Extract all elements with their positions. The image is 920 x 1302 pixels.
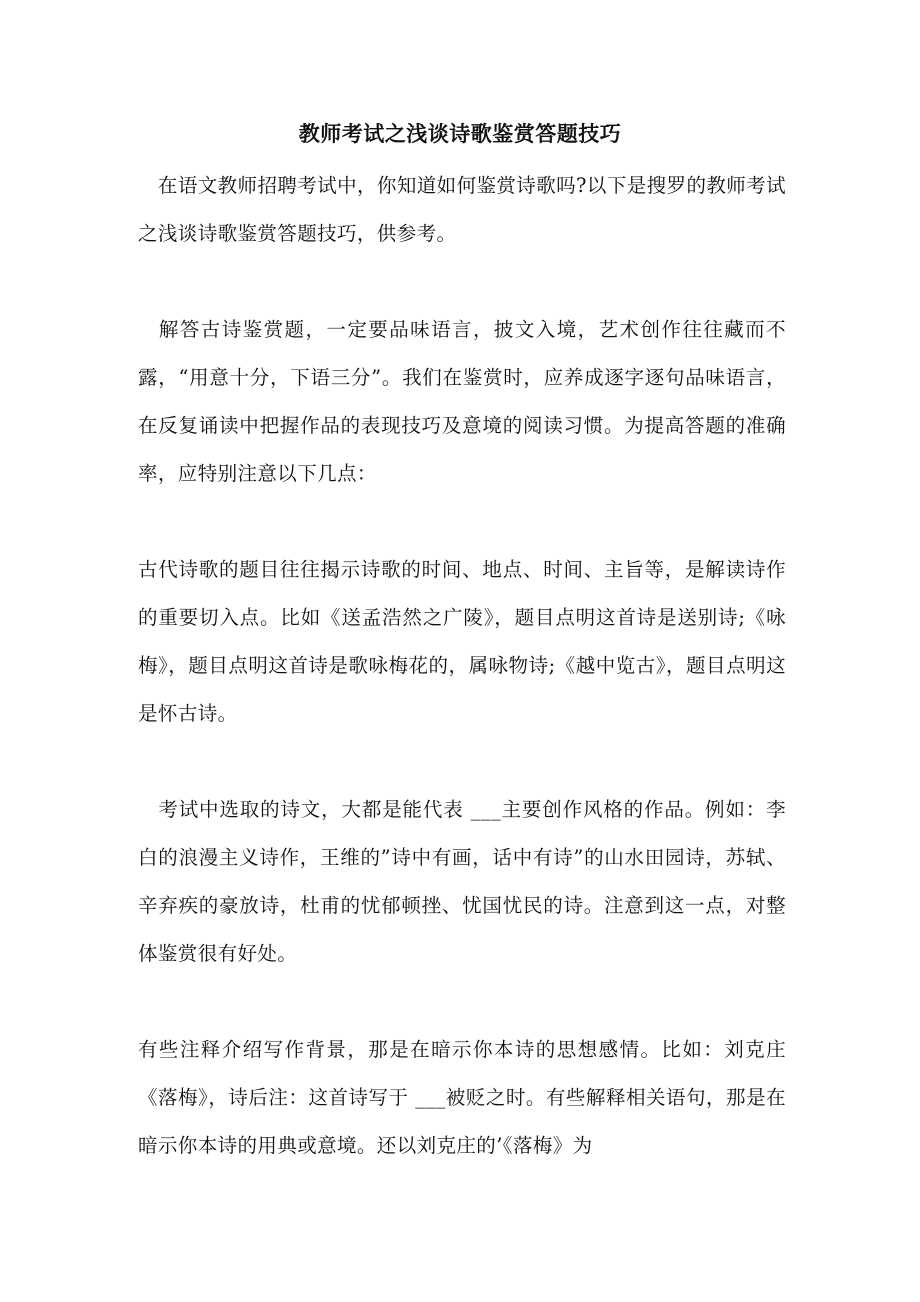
paragraph-notes: 有些注释介绍写作背景，那是在暗示你本诗的思想感情。比如：刘克庄《落梅》，诗后注：这首诗写于 ___被贬之时。有些解释相关语句，那是在暗示你本诗的用典或意境。还以刘克庄的’《落梅》为 — [138, 1038, 786, 1157]
paragraph-intro: 在语文教师招聘考试中，你知道如何鉴赏诗歌吗?以下是搜罗的教师考试之浅谈诗歌鉴赏答题技巧，供参考。 — [138, 174, 786, 245]
document-title: 教师考试之浅谈诗歌鉴赏答题技巧 — [298, 121, 622, 146]
paragraph-style: 考试中选取的诗文，大都是能代表 ___主要创作风格的作品。例如：李白的浪漫主义诗作，王维的”诗中有画，话中有诗”的山水田园诗，苏轼、辛弃疾的豪放诗，杜甫的忧郁顿挫、忧国忧民的诗。注意到这一点，对整体鉴赏很有好处。 — [138, 798, 786, 965]
paragraph-title-hint: 古代诗歌的题目往往揭示诗歌的时间、地点、时间、主旨等，是解读诗作的重要切入点。比如《送孟浩然之广陵》，题目点明这首诗是送别诗;《咏梅》，题目点明这首诗是歌咏梅花的，属咏物诗;《越中览古》，题目点明这是怀古诗。 — [138, 558, 786, 725]
paragraph-language: 解答古诗鉴赏题，一定要品味语言，披文入境，艺术创作往往藏而不露，“用意十分，下语三分”。我们在鉴赏时，应养成逐字逐句品味语言，在反复诵读中把握作品的表现技巧及意境的阅读习惯。为提高答题的准确率，应特别注意以下几点： — [138, 318, 786, 485]
